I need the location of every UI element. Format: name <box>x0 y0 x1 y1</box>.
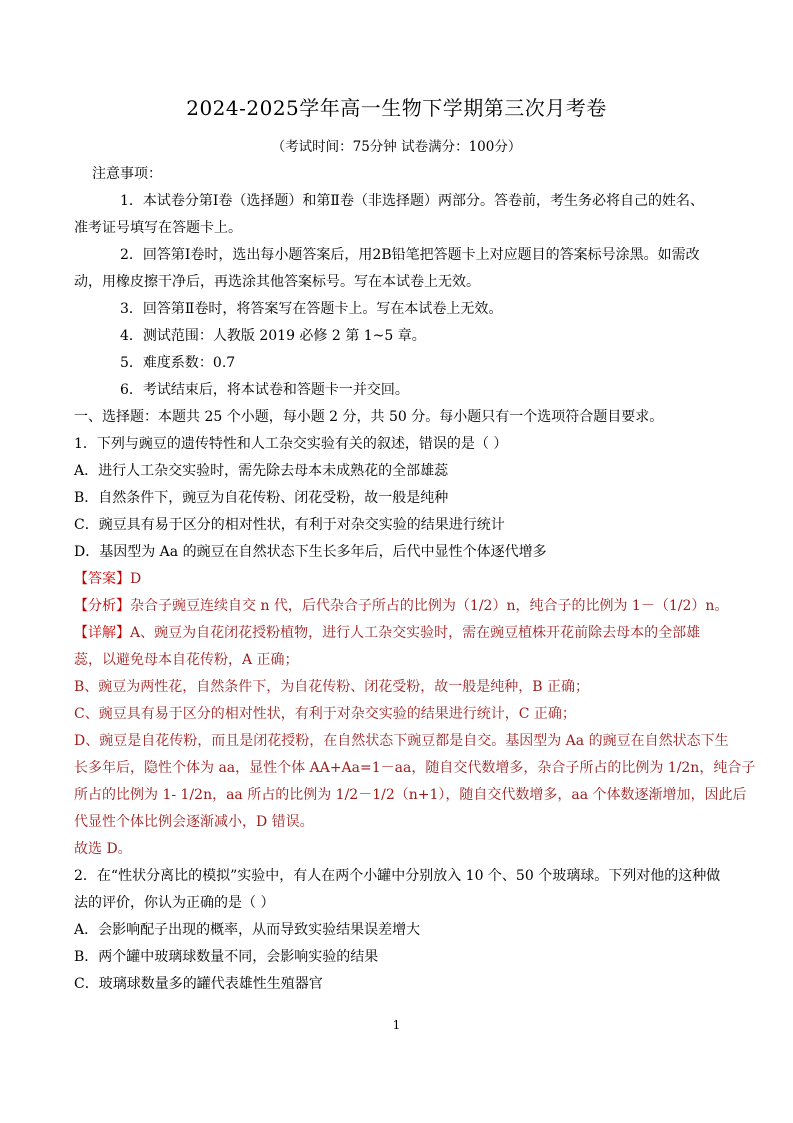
note-4: 4．测试范围：人教版 2019 必修 2 第 1~5 章。 <box>120 328 426 344</box>
q1-detail-line-1 <box>74 624 734 642</box>
q2-option-b: B．两个罐中玻璃球数量不同，会影响实验的结果 <box>74 949 379 965</box>
note-2-line-1: 2．回答第Ⅰ卷时，选出每小题答案后，用2B铅笔把答题卡上对应题目的答案标号涂黑。如需改 <box>120 247 700 263</box>
q1-detail-line-7: 所占的比例为 1- 1/2n，aa 所占的比例为 1/2－1/2（n+1），随自交代数增多，aa 个体数逐渐增加，因此后 <box>74 787 747 803</box>
q1-stem: 1．下列与豌豆的遗传特性和人工杂交实验有关的叙述，错误的是（ ） <box>74 436 508 452</box>
answer-tag: 【答案】 <box>74 571 130 587</box>
answer-value: D <box>130 571 142 587</box>
analysis-tag: 【分析】 <box>74 598 130 614</box>
detail-tag: 【详解】 <box>74 625 130 641</box>
note-3: 3．回答第Ⅱ卷时，将答案写在答题卡上。写在本试卷上无效。 <box>120 301 503 317</box>
q1-conclusion: 故选 D。 <box>74 841 132 857</box>
q1-detail-line-2: 蕊，以避免母本自花传粉，A 正确； <box>74 652 299 668</box>
notes-heading: 注意事项： <box>92 166 162 182</box>
exam-title: 2024-2025学年高一生物下学期第三次月考卷 <box>186 96 607 120</box>
q1-detail-line-3: B、豌豆为两性花，自然条件下，为自花传粉、闭花受粉，故一般是纯种，B 正确； <box>74 679 590 695</box>
analysis-text: 杂合子豌豆连续自交 n 代，后代杂合子所占的比例为（1/2）n，纯合子的比例为 1－（1/2）n。 <box>130 598 729 614</box>
detail-text-1: A、豌豆为自花闭花授粉植物，进行人工杂交实验时，需在豌豆植株开花前除去母本的全部雄 <box>130 625 701 641</box>
note-2-line-2: 动，用橡皮擦干净后，再选涂其他答案标号。写在本试卷上无效。 <box>74 274 480 290</box>
q2-stem-line-2: 法的评价，你认为正确的是（ ） <box>74 895 275 911</box>
q1-detail-line-8: 代显性个体比例会逐渐减小，D 错误。 <box>74 814 314 830</box>
q1-answer <box>74 570 734 588</box>
q1-option-b: B．自然条件下，豌豆为自花传粉、闭花受粉，故一般是纯种 <box>74 490 449 506</box>
q1-analysis <box>74 597 734 615</box>
q1-detail-line-5: D、豌豆是自花传粉，而且是闭花授粉，在自然状态下豌豆都是自交。基因型为 Aa 的豌豆在自然状态下生 <box>74 733 729 749</box>
q1-option-a: A．进行人工杂交实验时，需先除去母本未成熟花的全部雄蕊 <box>74 463 449 479</box>
note-1-line-1: 1．本试卷分第Ⅰ卷（选择题）和第Ⅱ卷（非选择题）两部分。答卷前，考生务必将自己的姓名、 <box>120 193 704 209</box>
exam-subtitle: （考试时间：75分钟 试卷满分：100分） <box>271 139 522 155</box>
q1-option-c: C．豌豆具有易于区分的相对性状，有利于对杂交实验的结果进行统计 <box>74 517 505 533</box>
note-5: 5．难度系数：0.7 <box>120 355 236 371</box>
q1-detail-line-6: 长多年后，隐性个体为 aa，显性个体 AA+Aa=1－aa，随自交代数增多，杂合子所占的比例为 1/2n，纯合子 <box>74 760 756 776</box>
q1-option-d: D．基因型为 Aa 的豌豆在自然状态下生长多年后，后代中显性个体逐代增多 <box>74 544 547 560</box>
section-heading: 一、选择题：本题共 25 个小题，每小题 2 分，共 50 分。每小题只有一个选项符合题目要求。 <box>74 409 664 425</box>
page-number: 1 <box>392 1018 401 1032</box>
q2-option-a: A．会影响配子出现的概率，从而导致实验结果误差增大 <box>74 922 421 938</box>
q2-option-c: C．玻璃球数量多的罐代表雄性生殖器官 <box>74 976 323 992</box>
q2-stem-line-1: 2．在“性状分离比的模拟”实验中，有人在两个小罐中分别放入 10 个、50 个玻璃球。下列对他的这种做 <box>74 868 721 884</box>
note-6: 6．考试结束后，将本试卷和答题卡一并交回。 <box>120 382 409 398</box>
note-1-line-2: 准考证号填写在答题卡上。 <box>74 220 242 236</box>
q1-detail-line-4: C、豌豆具有易于区分的相对性状，有利于对杂交实验的结果进行统计，C 正确； <box>74 706 576 722</box>
